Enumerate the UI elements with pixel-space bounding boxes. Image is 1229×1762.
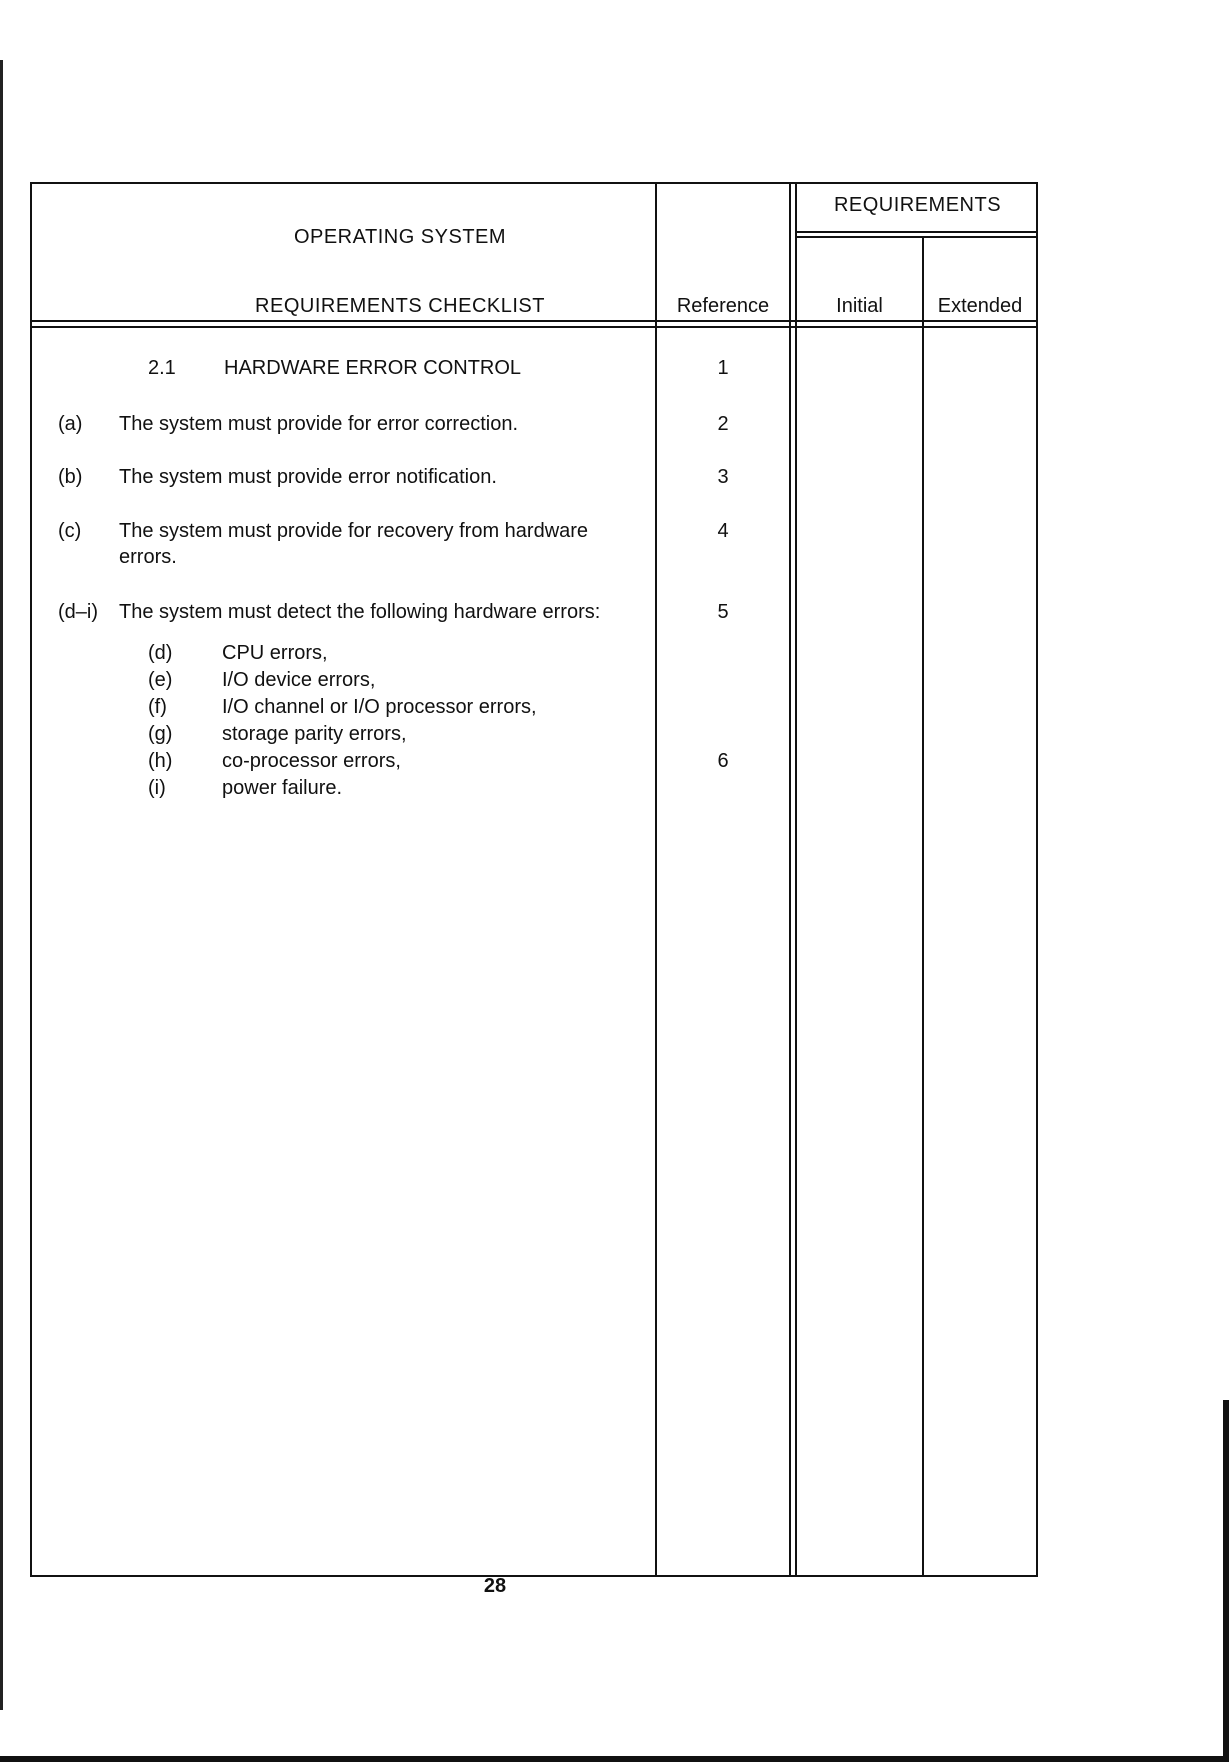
item-label: (b) xyxy=(58,466,83,488)
column-header-requirements: REQUIREMENTS xyxy=(833,194,1002,216)
subitem-label: (i) xyxy=(148,777,166,799)
scan-edge-left xyxy=(0,60,3,1710)
subitem-text: I/O device errors, xyxy=(222,669,376,691)
subitem-label: (d) xyxy=(148,642,173,664)
subitem-text: power failure. xyxy=(222,777,343,799)
item-label: (c) xyxy=(58,520,82,542)
item-text: The system must provide for recovery from hardware xyxy=(119,520,589,542)
section-number: 2.1 xyxy=(148,357,176,379)
item-label: (a) xyxy=(58,413,83,435)
table-title-line1: OPERATING SYSTEM xyxy=(293,226,507,248)
scan-edge-bottom xyxy=(0,1756,1229,1762)
subitem-text: CPU errors, xyxy=(222,642,328,664)
subitem-label: (e) xyxy=(148,669,173,691)
subitem-label: (f) xyxy=(148,696,167,718)
item-text: The system must provide error notification. xyxy=(119,466,497,488)
subitem-reference: 6 xyxy=(717,750,729,772)
column-header-initial: Initial xyxy=(836,295,883,317)
item-reference: 3 xyxy=(717,466,729,488)
subitem-text: storage parity errors, xyxy=(222,723,407,745)
subitem-label: (h) xyxy=(148,750,173,772)
column-header-extended: Extended xyxy=(937,295,1023,317)
page-number: 28 xyxy=(483,1575,507,1597)
scan-edge-right xyxy=(1223,1400,1229,1762)
subitem-text: I/O channel or I/O processor errors, xyxy=(222,696,537,718)
subitem-label: (g) xyxy=(148,723,173,745)
table-title-line2: REQUIREMENTS CHECKLIST xyxy=(255,295,545,317)
item-text: The system must provide for error correction. xyxy=(119,413,519,435)
column-header-reference: Reference xyxy=(676,295,770,317)
subitem-text: co-processor errors, xyxy=(222,750,401,772)
item-reference: 4 xyxy=(717,520,729,542)
section-title: HARDWARE ERROR CONTROL xyxy=(224,357,522,379)
item-reference: 5 xyxy=(717,601,729,623)
item-text-continued: errors. xyxy=(119,546,177,568)
section-reference: 1 xyxy=(717,357,729,379)
item-reference: 2 xyxy=(717,413,729,435)
item-text: The system must detect the following hardware errors: xyxy=(119,601,601,623)
item-label: (d–i) xyxy=(58,601,99,623)
